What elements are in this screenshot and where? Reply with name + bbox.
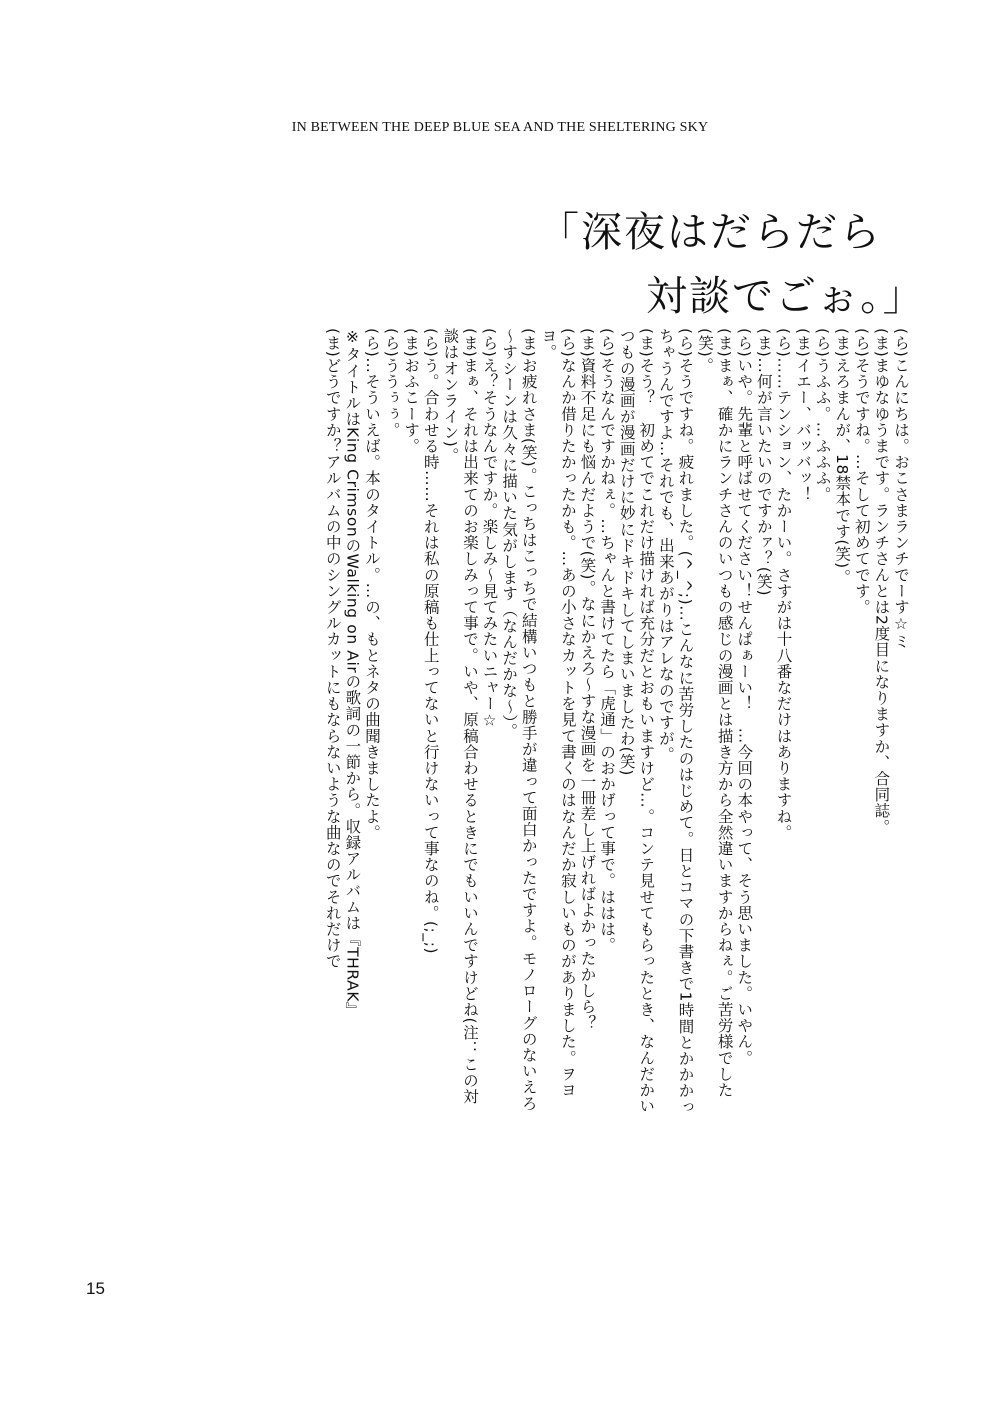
dialogue-line: (ら)こんにちは。おこさまランチでーす☆ミ (892, 328, 910, 650)
dialogue-line: (ら)なんか借りたかったかも。…あの小さなカットを見て書くのはなんだか寂しいものがありました。ヲヨヨ。 (539, 328, 577, 1098)
dialogue-line: (ま)おふこーす。 (402, 328, 421, 454)
dialogue-line: (ら)そうなんですかねぇ。…ちゃんと書けてたら「虎通」のおかげって事で。ははは。 (598, 328, 617, 954)
dialogue-line: (ら)え？そうなんですか。楽しみ～見てみたいニャー☆ (480, 328, 499, 731)
dialogue-line: (ら)ううぅぅ。 (382, 328, 401, 438)
running-header: IN BETWEEN THE DEEP BLUE SEA AND THE SHELTERING SKY (291, 120, 709, 135)
article-title (538, 200, 958, 328)
dialogue-line: (ら)いや。先輩と呼ばせてください！せんぱぁーい！ …今回の本やって、そう思いました。いやん。 (735, 328, 754, 1066)
dialogue-line: (ま)えろまんが、18禁本です(笑)。 (833, 328, 852, 585)
dialogue-body (192, 328, 910, 1118)
dialogue-line: (ま)…何が言いたいのですかァ？(笑) (754, 328, 773, 597)
dialogue-line: (ら)そうですね。…そして初めてです。 (852, 328, 871, 615)
dialogue-line: (ま)そう？ 初めてでこれだけ描ければ充分だとおもいますけど…。コンテ見せてもらったとき、なんだかいつもの漫画が漫画だけに妙にドキドキしてしまいましたわ(笑) (617, 328, 656, 1115)
dialogue-line: (ら)そうですね。疲れました。(^_^;)…こんなに苦労したのはじめて。日とコマの下書きで1時間とかかかっちゃうんですよ…それでも、出来あがりはアレなのですが。 (656, 328, 695, 1115)
dialogue-line: (ら)う。合わせる時……それは私の原稿も仕上ってないと行けないって事なのね。(;_;) (421, 328, 440, 955)
dialogue-line: (ら)…そういえば。本のタイトル。…の、もとネタの曲聞きましたよ。 (362, 328, 381, 841)
dialogue-line: (ら)うふふ。…ふふふ。 (813, 328, 832, 503)
dialogue-line: (ら)……テンション、たかーい。さすがは十八番なだけはありますね。 (774, 328, 793, 841)
dialogue-line: (ま)お疲れさま(笑)。こっちはこっちで結構いつもと勝手が違って面白かったですよ。モノローグのないえろ～すシーンは久々に描いた気がします（なんだかな～）。 (500, 328, 538, 1112)
page-number: 15 (86, 1279, 105, 1298)
dialogue-line: (ま)まぁ、それは出来てのお楽しみって事で。いや、原稿合わせるときにでもいいんですけどね(注：この対談はオンライン)。 (441, 328, 479, 1105)
dialogue-line: (ま)どうですか？アルバムの中のシングルカットにもならないような曲なのでそれだけで (323, 328, 342, 970)
dialogue-line: (ま)まゆなゆうまです。ランチさんとは2度目になりますか、合同誌。 (872, 328, 891, 835)
dialogue-line: (ま)まぁ、確かにランチさんのいつもの感じの漫画とは描き方から全然違いますからねぇ。ご苦労様でした(笑)。 (696, 328, 734, 1098)
dialogue-line: ※タイトルはKing CrimsonのWalking on Airの歌詞の一節から。収録アルバムは『THRAK』 (343, 328, 362, 1019)
dialogue-line: (ま)イエー、バッバッ！ (794, 328, 813, 503)
article-title-line-2: 対談でごぉ。」 (646, 272, 926, 320)
dialogue-line: (ま)資料不足にも悩んだようで(笑)。なにかえろ～すな漫画を一冊差し上げればよかったかしら？ (578, 328, 597, 1031)
article-title-line-1: 「深夜はだらだら (538, 208, 882, 256)
